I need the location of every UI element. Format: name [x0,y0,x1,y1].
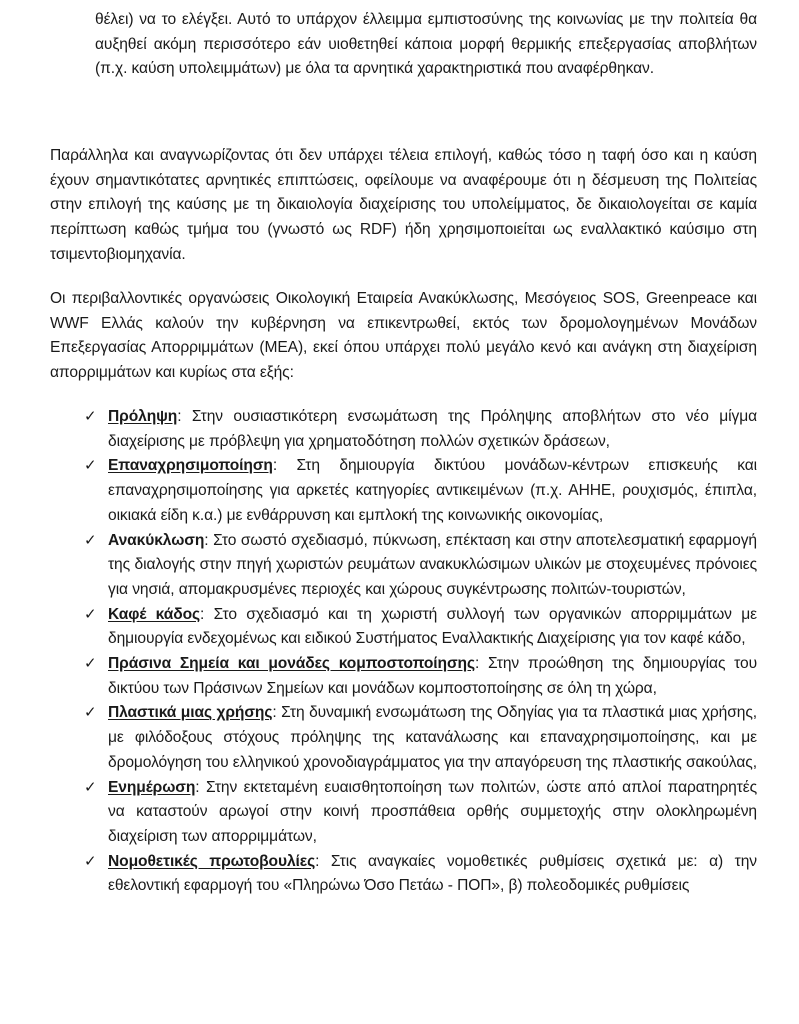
demands-list [84,405,757,899]
checkmark-icon: ✓ [84,704,97,722]
checkmark-icon: ✓ [84,605,97,623]
list-item-term: Πράσινα Σημεία και μονάδες κομποστοποίησης [108,655,475,673]
list-item-awareness [84,776,757,850]
list-item-text: Στις αναγκαίες νομοθετικές ρυθμίσεις σχετικά με: α) την εθελοντική εφαρμογή του «Πληρώνω Όσο Πετάω - ΠΟΠ», β) πολεοδομικές ρυθμίσεις [108,852,757,895]
list-item-term: Ενημέρωση [108,778,196,796]
checkmark-icon: ✓ [84,531,97,549]
list-item-term: Νομοθετικές πρωτοβουλίες [108,852,316,870]
list-item-separator: : [315,852,320,870]
list-item-reuse [84,454,757,528]
list-item-prevention [84,405,757,454]
list-item-term: Επαναχρησιμοποίηση [108,457,273,475]
list-item-text: Στην ουσιαστικότερη ενσωμάτωση της Πρόληψης αποβλήτων στο νέο μίγμα διαχείρισης με πρόβλεψη για χρηματοδότηση πολλών σχετικών δράσεων, [108,408,757,450]
checkmark-icon: ✓ [84,778,97,796]
list-item-separator: : [200,605,205,623]
list-item-separator: : [272,704,277,722]
checkmark-icon: ✓ [84,852,97,870]
checkmark-icon: ✓ [84,655,97,673]
list-item-brown-bin [84,603,757,652]
checkmark-icon: ✓ [84,408,97,425]
list-item-term: Καφέ κάδος [108,605,201,623]
continued-paragraph: θέλει) να το ελέγξει. Αυτό το υπάρχον έλλειμμα εμπιστοσύνης της κοινωνίας με την πολιτεία θα αυξηθεί ακόμη περισσότερο εάν υιοθετηθεί κάποια μορφή θερμικής επεξεργασίας αποβλήτων (π.χ. καύση υπολειμμάτων) με όλα τα αρνητικά χαρακτηριστικά που αναφέρθηκαν. [95,11,757,78]
list-item-legislative-initiatives [84,850,757,899]
list-item-text: Στην εκτεταμένη ευαισθητοποίηση των πολιτών, ώστε από απλοί παρατηρητές να καταστούν αρωγοί στην κοινή προσπάθεια ορθής συμμετοχής στην ολοκληρωμένη διαχείριση των απορριμμάτων, [108,778,757,845]
list-item-separator: : [474,655,480,673]
list-item-single-use-plastics [84,701,757,775]
list-item-text: Στο σχεδιασμό και τη χωριστή συλλογή των οργανικών απορριμμάτων με δημιουργία ενδεχομένως και ειδικού Συστήματος Εναλλακτικής Διαχείρισης για τον καφέ κάδο, [108,605,757,648]
list-item-separator: : [272,457,278,475]
list-item-recycling [84,529,757,603]
list-item-term: Ανακύκλωση [108,531,205,549]
paragraph-organizations-call: Οι περιβαλλοντικές οργανώσεις Οικολογική Εταιρεία Ανακύκλωσης, Μεσόγειος SOS, Greenpeace και WWF Ελλάς καλούν την κυβέρνηση να επικεντρωθεί, εκτός των δρομολογημένων Μονάδων Επεξεργασίας Απορριμμάτων (ΜΕΑ), εκεί όπου υπάρχει πολύ μεγάλο κενό και ανάγκη στη διαχείριση απορριμμάτων και κυρίως στα εξής: [50,290,757,382]
list-item-text: Στη δημιουργία δικτύου μονάδων-κέντρων επισκευής και επαναχρησιμοποίησης για αρκετές κατηγορίες αντικειμένων (π.χ. ΑΗΗΕ, ρουχισμός, έπιπλα, οικιακά είδη κ.α.) με ενθάρρυνση και εμπλοκή της κοινωνικής οικονομίας, [108,457,757,524]
list-item-green-points [84,652,757,701]
list-item-separator: : [177,408,182,425]
list-item-text: Στο σωστό σχεδιασμό, πύκνωση, επέκταση και στην αποτελεσματική εφαρμογή της διαλογής στην πηγή χωριστών ρευμάτων ανακυκλώσιμων υλικών με στοχευμένες πρόνοιες για νησιά, απομακρυσμένες περιοχές και χώρους συγκέντρωσης πολιτών-τουριστών, [108,531,757,598]
list-item-separator: : [195,778,200,796]
list-item-term: Πλαστικά μιας χρήσης [108,704,273,722]
list-item-term: Πρόληψη [108,408,178,425]
list-item-text: Στη δυναμική ενσωμάτωση της Οδηγίας για τα πλαστικά μιας χρήσης, με φιλόδοξους στόχους πρόληψης της κατανάλωσης και επαναχρησιμοποίησης, και με δρομολόγηση του ελληνικού χρονοδιαγράμματος για την απαγόρευση της πλαστικής σακούλας, [108,704,757,771]
paragraph-incineration: Παράλληλα και αναγνωρίζοντας ότι δεν υπάρχει τέλεια επιλογή, καθώς τόσο η ταφή όσο και η καύση έχουν σημαντικότατες αρνητικές επιπτώσεις, οφείλουμε να αναφέρουμε ότι η δέσμευση της Πολιτείας στην επιλογή της καύσης με τη δικαιολογία διαχείρισης του υπολείμματος, δε δικαιολογείται σε καμία περίπτωση καθώς τμήμα του (γνωστό ως RDF) ήδη χρησιμοποιείται ως εναλλακτικό καύσιμο στη τσιμεντοβιομηχανία. [50,147,757,263]
checkmark-icon: ✓ [84,457,97,475]
list-item-separator: : [204,531,209,549]
list-item-text: Στην προώθηση της δημιουργίας του δικτύου των Πράσινων Σημείων και μονάδων κομποστοποίησης σε όλη τη χώρα, [108,655,758,697]
